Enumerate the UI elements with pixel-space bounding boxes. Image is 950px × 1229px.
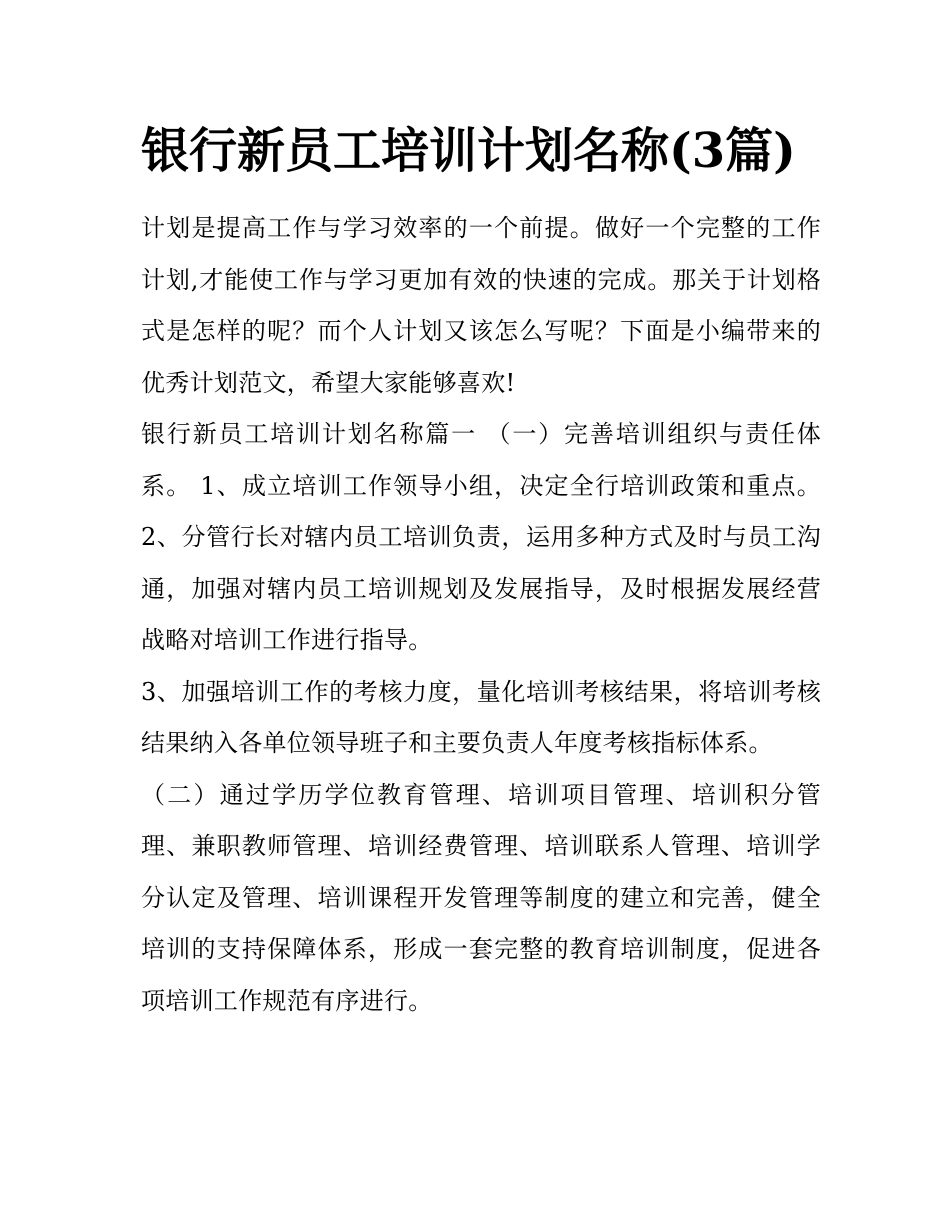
document-body [141,112,821,1027]
document-title: 银行新员工培训计划名称(3篇) [141,123,796,179]
assessment-paragraph: 3、加强培训工作的考核力度，量化培训考核结果，将培训考核结果纳入各单位领导班子和主要负责人年度考核指标体系。 [141,677,821,757]
intro-paragraph: 计划是提高工作与学习效率的一个前提。做好一个完整的工作计划,才能使工作与学习更加有效的快速的完成。那关于计划格式是怎样的呢？而个人计划又该怎么写呢？下面是小编带来的优秀计划范文，希望大家能够喜欢! [141,214,821,397]
section-one-paragraph: 银行新员工培训计划名称篇一 （一）完善培训组织与责任体系。 1、成立培训工作领导小组，决定全行培训政策和重点。 2、分管行长对辖内员工培训负责，运用多种方式及时与员工沟通，加强对辖内员工培训规划及发展指导，及时根据发展经营战略对培训工作进行指导。 [141,420,821,654]
section-two-paragraph: （二）通过学历学位教育管理、培训项目管理、培训积分管理、兼职教师管理、培训经费管理、培训联系人管理、培训学分认定及管理、培训课程开发管理等制度的建立和完善，健全培训的支持保障体系，形成一套完整的教育培训制度，促进各项培训工作规范有序进行。 [141,780,821,1015]
